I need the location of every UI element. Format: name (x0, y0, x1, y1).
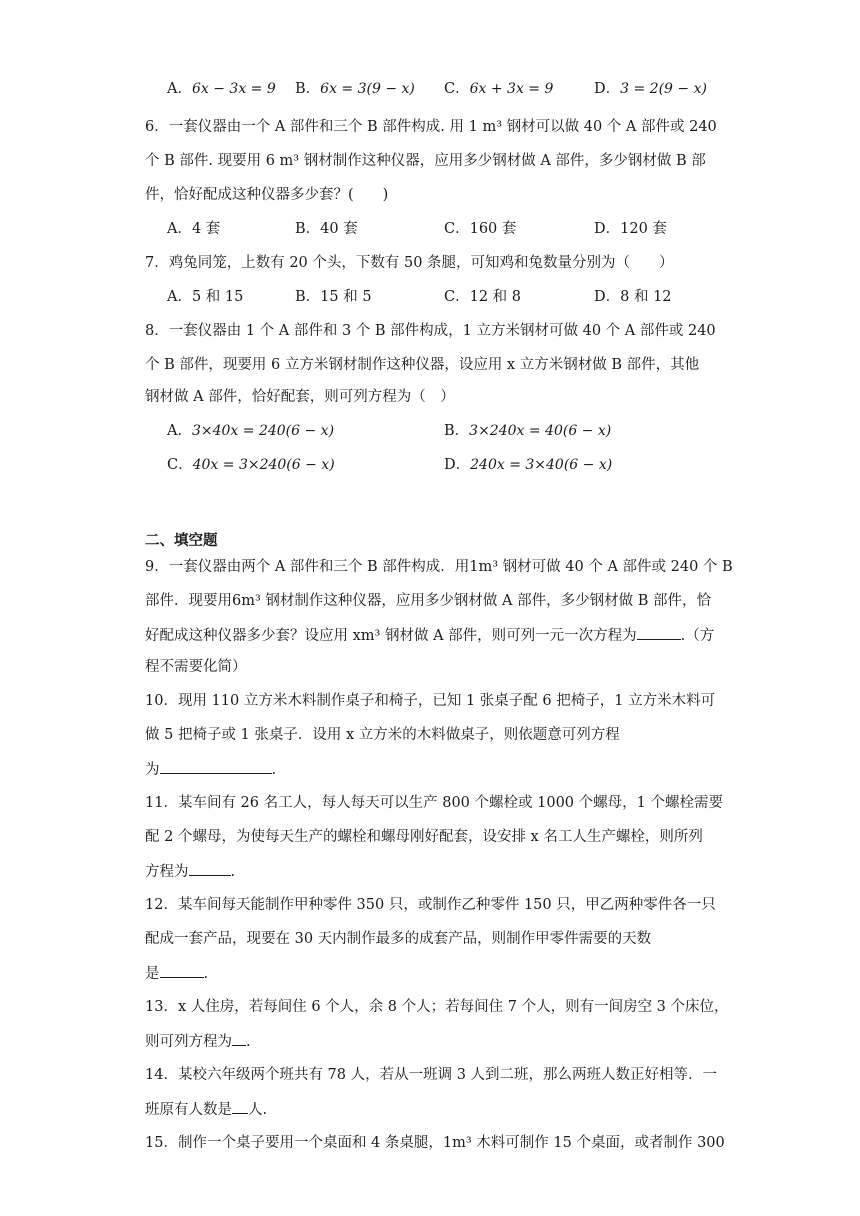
q5-option-c (444, 79, 553, 99)
q9-line-1: 9．一套仪器由两个 A 部件和三个 B 部件构成．用1m³ 钢材可做 40 个 A 部件或 240 个 B (145, 559, 733, 575)
option-label: D． (594, 81, 621, 97)
q6-line-1: 6．一套仪器由一个 A 部件和三个 B 部件构成. 用 1 m³ 钢材可以做 40 个 A 部件或 240 (145, 119, 717, 135)
option-expression: 6x − 3x = 9 (191, 81, 276, 97)
q9-line-4: 程不需要化简） (145, 659, 247, 675)
q12-line-3-text: 是 (145, 966, 160, 982)
q6-line-2: 个 B 部件. 现要用 6 m³ 钢材制作这种仪器，应用多少钢材做 A 部件，多少钢材做 B 部 (145, 153, 706, 169)
q8-line-2: 个 B 部件，现要用 6 立方米钢材制作这种仪器，设应用 x 立方米钢材做 B 部件，其他 (145, 357, 700, 373)
q9-line-2: 部件．现要用6m³ 钢材制作这种仪器，应用多少钢材做 A 部件，多少钢材做 B 部件，恰 (145, 593, 711, 609)
q14-line-2-text: 班原有人数是 (145, 1102, 232, 1118)
q8-option-d (444, 455, 612, 475)
q6-option-d: D．120 套 (594, 221, 667, 237)
q14-line-1: 14．某校六年级两个班共有 78 人，若从一班调 3 人到二班，那么两班人数正好相等．一 (145, 1067, 718, 1083)
option-label: B． (444, 423, 470, 439)
q7-line: 7．鸡兔同笼，上数有 20 个头，下数有 50 条腿，可知鸡和兔数量分别为（ ） (145, 255, 674, 271)
answer-blank[interactable] (160, 963, 204, 978)
option-label: A． (167, 423, 192, 439)
q8-option-b (444, 421, 611, 441)
q10-tail: . (271, 762, 277, 778)
q15-line-1: 15．制作一个桌子要用一个桌面和 4 条桌腿，1m³ 木料可制作 15 个桌面，或者制作 300 (145, 1135, 725, 1151)
q6-line-3: 件，恰好配成这种仪器多少套？( ) (145, 187, 389, 203)
q12-tail: . (203, 966, 209, 982)
option-label: C． (444, 81, 470, 97)
q9-line-3-tail: .（方 (680, 628, 715, 644)
q11-tail: . (230, 864, 236, 880)
option-label: C． (167, 457, 193, 473)
answer-blank[interactable] (189, 861, 231, 876)
q5-option-b (295, 79, 415, 99)
q9-line-3-text: 好配成这种仪器多少套？设应用 xm³ 钢材做 A 部件，则可列一元一次方程为 (145, 628, 637, 644)
q11-line-1: 11．某车间有 26 名工人，每人每天可以生产 800 个螺栓或 1000 个螺母，1 个螺栓需要 (145, 795, 723, 811)
q6-option-a: A．4 套 (167, 221, 221, 237)
q11-line-3 (145, 861, 235, 882)
option-expression: 240x = 3×40(6 − x) (470, 457, 613, 473)
q10-line-3-text: 为 (145, 762, 160, 778)
q11-line-2: 配 2 个螺母，为使每天生产的螺栓和螺母刚好配套，设安排 x 名工人生产螺栓，则所列 (145, 829, 703, 845)
answer-blank[interactable] (232, 1099, 248, 1114)
q13-tail: . (246, 1034, 251, 1050)
q9-line-3 (145, 625, 714, 646)
option-label: A． (167, 81, 192, 97)
q6-option-b: B．40 套 (295, 221, 358, 237)
q7-option-b: B．15 和 5 (295, 289, 372, 305)
option-label: D． (444, 457, 471, 473)
answer-blank[interactable] (637, 625, 681, 640)
q12-line-3 (145, 963, 208, 984)
option-expression: 3 = 2(9 − x) (620, 81, 707, 97)
q10-line-2: 做 5 把椅子或 1 张桌子．设用 x 立方米的木料做桌子，则依题意可列方程 (145, 727, 620, 743)
q8-line-3: 钢材做 A 部件，恰好配套，则可列方程为（ ） (145, 389, 455, 405)
option-expression: 6x + 3x = 9 (469, 81, 554, 97)
q11-line-3-text: 方程为 (145, 864, 189, 880)
q13-line-2 (145, 1031, 251, 1052)
q8-line-1: 8．一套仪器由 1 个 A 部件和 3 个 B 部件构成，1 立方米钢材可做 40 个 A 部件或 240 (145, 323, 716, 339)
q8-option-c (167, 455, 335, 475)
section-title: 二、填空题 (145, 532, 218, 549)
q14-tail: 人. (248, 1102, 268, 1118)
q12-line-2: 配成一套产品，现要在 30 天内制作最多的成套产品，则制作甲零件需要的天数 (145, 931, 652, 947)
option-expression: 40x = 3×240(6 − x) (192, 457, 335, 473)
q7-option-a: A．5 和 15 (167, 289, 244, 305)
q10-line-1: 10．现用 110 立方米木料制作桌子和椅子，已知 1 张桌子配 6 把椅子，1 立方米木料可 (145, 693, 716, 709)
q12-line-1: 12．某车间每天能制作甲种零件 350 只，或制作乙种零件 150 只，甲乙两种零件各一只 (145, 897, 716, 913)
q13-line-1: 13．x 人住房，若每间住 6 个人，余 8 个人；若每间住 7 个人，则有一间房空 3 个床位， (145, 999, 729, 1015)
option-expression: 6x = 3(9 − x) (320, 81, 415, 97)
q14-line-2 (145, 1099, 267, 1120)
q5-option-a (167, 79, 276, 99)
q8-option-a (167, 421, 334, 441)
option-label: B． (295, 81, 321, 97)
q7-option-c: C．12 和 8 (444, 289, 521, 305)
q7-option-d: D．8 和 12 (594, 289, 672, 305)
answer-blank[interactable] (232, 1031, 246, 1046)
answer-blank[interactable] (160, 759, 272, 774)
q10-line-3 (145, 759, 276, 780)
option-expression: 3×240x = 40(6 − x) (469, 423, 612, 439)
q5-option-d (594, 79, 707, 99)
q13-line-2-text: 则可列方程为 (145, 1034, 232, 1050)
option-expression: 3×40x = 240(6 − x) (191, 423, 335, 439)
q6-option-c: C．160 套 (444, 221, 517, 237)
